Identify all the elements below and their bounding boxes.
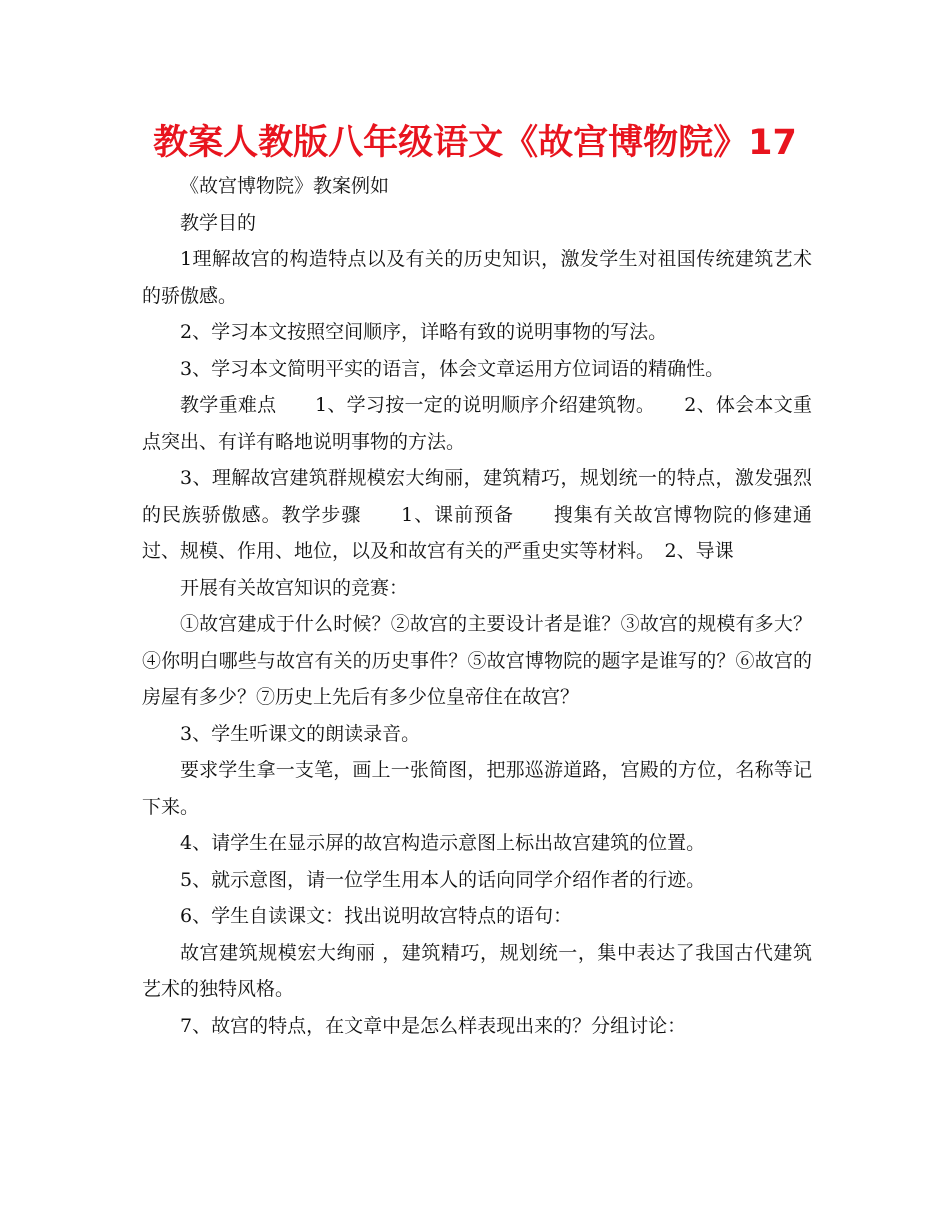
document-body <box>142 168 812 1044</box>
paragraph: 3、学习本文简明平实的语言，体会文章运用方位词语的精确性。 <box>180 357 725 380</box>
document-title: 教案人教版八年级语文《故宫博物院》17 <box>153 123 797 163</box>
paragraph: 7、故宫的特点，在文章中是怎么样表现出来的？分组讨论： <box>180 1014 687 1037</box>
paragraph: 2、学习本文按照空间顺序，详略有致的说明事物的写法。 <box>180 321 668 343</box>
paragraph: 开展有关故宫知识的竞赛： <box>180 576 409 599</box>
paragraph: 要求学生拿一支笔，画上一张简图，把那巡游道路，宫殿的方位，名称等记下来。 <box>142 759 812 818</box>
paragraph: 故宫建筑规模宏大绚丽 ，建筑精巧，规划统一，集中表达了我国古代建筑艺术的独特风格。 <box>142 941 812 1000</box>
paragraph: 6、学生自读课文：找出说明故宫特点的语句： <box>180 905 573 927</box>
paragraph: 1理解故宫的构造特点以及有关的历史知识，激发学生对祖国传统建筑艺术的骄傲感。 <box>142 248 812 307</box>
paragraph: 3、理解故宫建筑群规模宏大绚丽，建筑精巧，规划统一的特点，激发强烈的民族骄傲感。教学步骤 1、课前预备 搜集有关故宫博物院的修建通过、规模、作用、地位，以及和故宫有关的严重史实等材料。 2、导课 <box>142 467 812 562</box>
paragraph: 3、学生听课文的朗读录音。 <box>180 722 421 745</box>
paragraph: 教学重难点 1、学习按一定的说明顺序介绍建筑物。 2、体会本文重点突出、有详有略地说明事物的方法。 <box>142 394 812 453</box>
paragraph: ①故宫建成于什么时候？②故宫的主要设计者是谁？③故宫的规模有多大？④你明白哪些与故宫有关的历史事件？⑤故宫博物院的题字是谁写的？⑥故宫的房屋有多少？⑦历史上先后有多少位皇帝住在故宫？ <box>142 613 812 708</box>
paragraph: 4、请学生在显示屏的故宫构造示意图上标出故宫建筑的位置。 <box>180 832 706 854</box>
paragraph: 5、就示意图，请一位学生用本人的话向同学介绍作者的行迹。 <box>180 868 706 891</box>
paragraph: 《故宫博物院》教案例如 <box>180 175 390 197</box>
paragraph: 教学目的 <box>180 211 257 234</box>
